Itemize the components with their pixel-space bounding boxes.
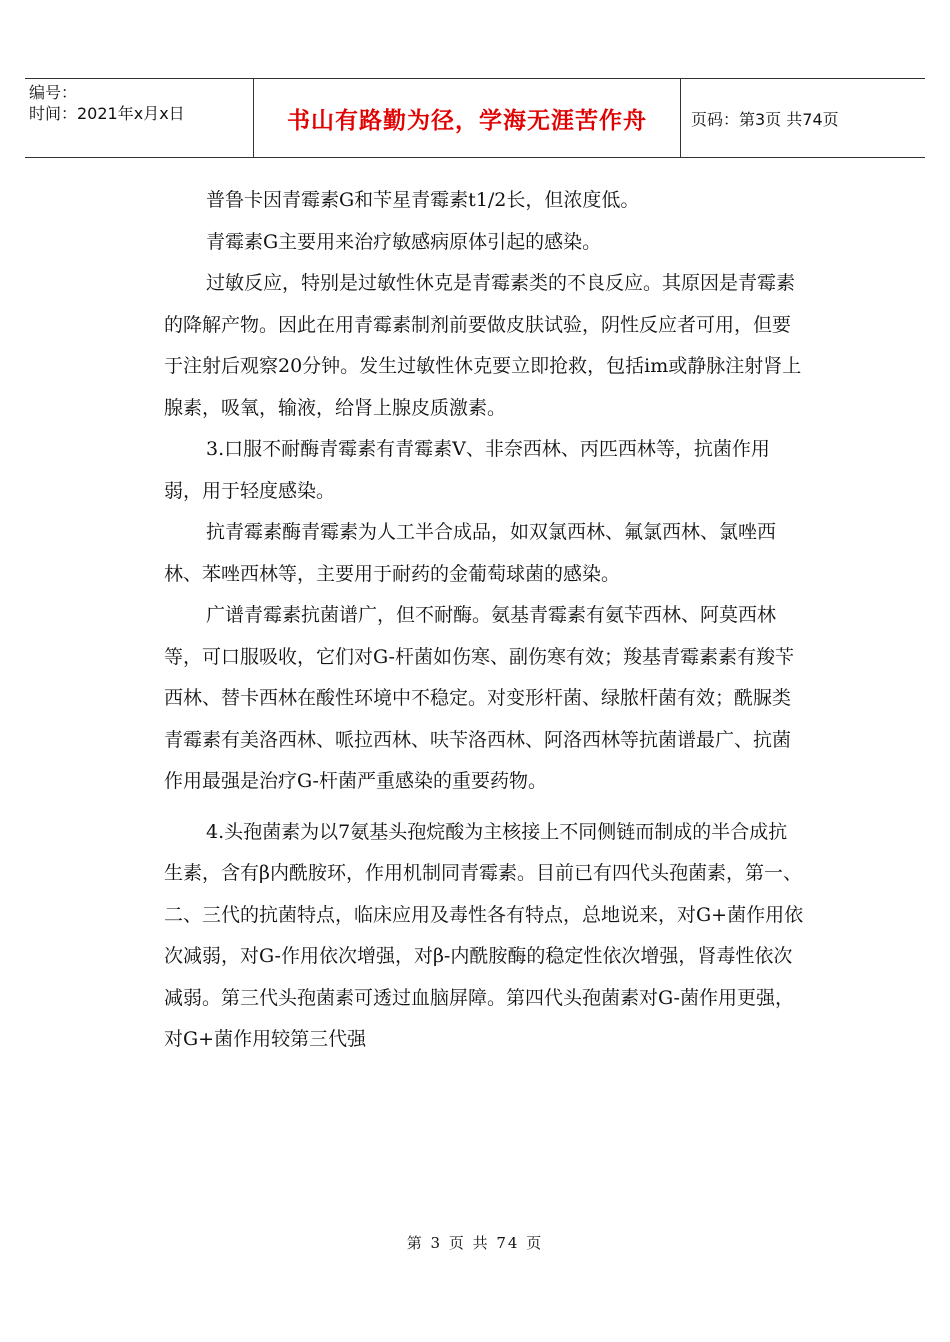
header-motto: 书山有路勤为径，学海无涯苦作舟 [254,79,681,157]
header-page-info: 页码：第3页 共74页 [691,109,839,129]
paragraph: 过敏反应，特别是过敏性休克是青霉素类的不良反应。其原因是青霉素的降解产物。因此在用青霉素制剂前要做皮肤试验，阴性反应者可用，但要于注射后观察20分钟。发生过敏性休克要立即抢救，包括im或静脉注射肾上腺素，吸氧，输液，给肾上腺皮质激素。 [164,272,802,419]
paragraph: 普鲁卡因青霉素G和苄星青霉素t1/2长，但浓度低。 [206,189,640,211]
page-footer: 第 3 页 共 74 页 [406,1234,544,1252]
paragraph: 3.口服不耐酶青霉素有青霉素Ⅴ、非奈西林、丙匹西林等，抗菌作用弱，用于轻度感染。 [164,438,770,502]
paragraph: 抗青霉素酶青霉素为人工半合成品，如双氯西林、氟氯西林、氯唑西林、苯唑西林等，主要用于耐药的金葡萄球菌的感染。 [164,521,777,585]
serial-label: 编号： [29,83,78,102]
paragraph: 4.头孢菌素为以7氨基头孢烷酸为主核接上不同侧链而制成的半合成抗生素，含有β内酰胺环，作用机制同青霉素。目前已有四代头孢菌素，第一、二、三代的抗菌特点，临床应用及毒性各有特点，总地说来，对G+菌作用依次减弱，对G-作用依次增强，对β-内酰胺酶的稳定性依次增强，肾毒性依次减弱。第三代头孢菌素可透过血脑屏障。第四代头孢菌素对G-菌作用更强，对G+菌作用较第三代强 [164,820,804,1050]
page-header [25,78,925,158]
time-label: 时间：2021年x月x日 [29,104,185,123]
header-meta [25,79,254,157]
paragraph: 广谱青霉素抗菌谱广，但不耐酶。氨基青霉素有氨苄西林、阿莫西林等，可口服吸收，它们对G-杆菌如伤寒、副伤寒有效；羧基青霉素素有羧苄西林、替卡西林在酸性环境中不稳定。对变形杆菌、绿脓杆菌有效；酰脲类青霉素有美洛西林、哌拉西林、呋苄洛西林、阿洛西林等抗菌谱最广、抗菌作用最强是治疗G-杆菌严重感染的重要药物。 [164,604,794,792]
document-body [164,180,806,1061]
paragraph: 青霉素G主要用来治疗敏感病原体引起的感染。 [206,230,602,253]
